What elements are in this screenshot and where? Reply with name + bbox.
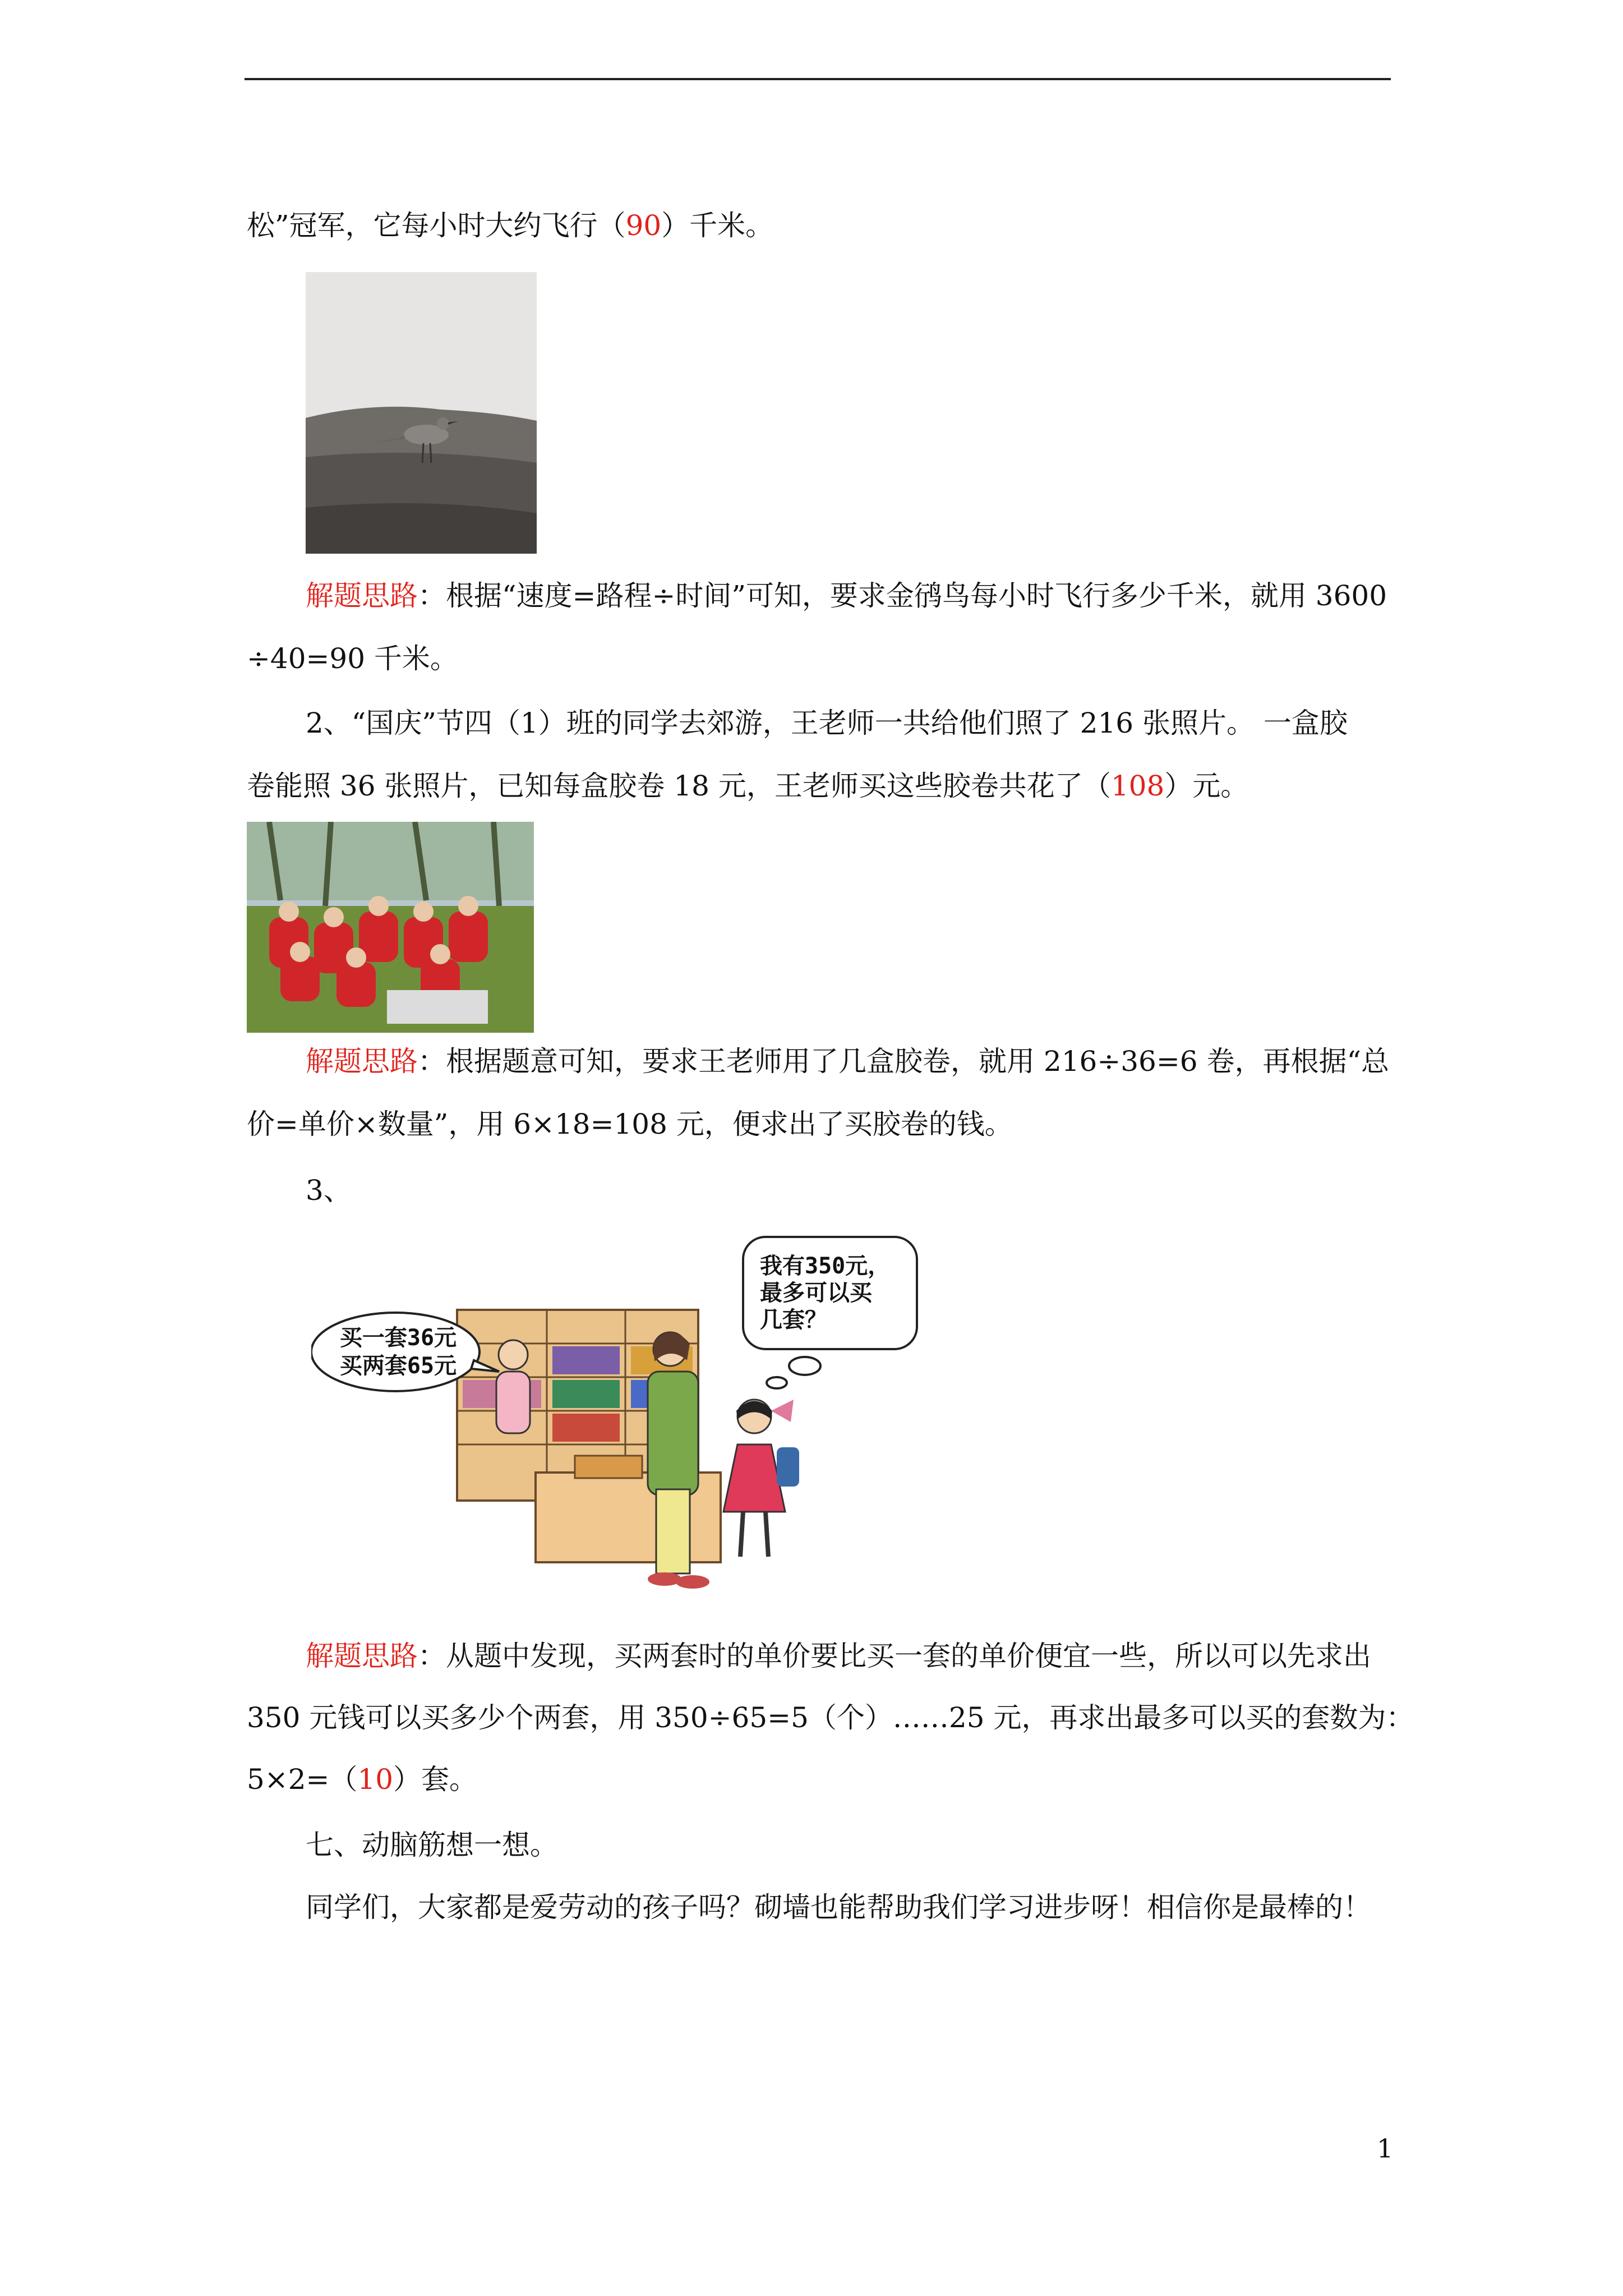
q2-solution-text: ：根据题意可知，要求王老师用了几盒胶卷，就用 216÷36=6 卷，再根据“总 xyxy=(418,1045,1390,1078)
q3-answer: 10 xyxy=(357,1763,394,1796)
price-bubble xyxy=(322,1324,474,1380)
question-line2: 最多可以买 xyxy=(760,1280,872,1306)
question-bubble xyxy=(760,1253,911,1333)
q1-solution-text: ：根据“速度=路程÷时间”可知，要求金鸻鸟每小时飞行多少千米，就用 3600 xyxy=(418,579,1387,612)
q2-solution-line2: 价=单价×数量”，用 6×18=108 元，便求出了买胶卷的钱。 xyxy=(247,1108,1013,1140)
tip-label: 解题思路 xyxy=(306,579,418,612)
plover-photo xyxy=(306,272,537,554)
class-outing-photo xyxy=(247,822,534,1033)
q2-solution-line1 xyxy=(306,1043,1391,1079)
q3-solution-line2: 350 元钱可以买多少个两套，用 350÷65=5（个）……25 元，再求出最多可以买的套数为： xyxy=(247,1701,1414,1734)
q2-text-end: ）元。 xyxy=(1164,770,1249,802)
q3-solution-line3 xyxy=(247,1761,1391,1797)
q2-answer: 108 xyxy=(1110,770,1165,802)
q1-tail xyxy=(247,208,1391,243)
q1-solution-line1 xyxy=(306,578,1391,614)
tip-label: 解题思路 xyxy=(306,1640,418,1672)
q3-text: 5×2=（ xyxy=(247,1763,358,1796)
header-rule xyxy=(245,78,1391,80)
q3-solution-text: ：从题中发现，买两套时的单价要比买一套的单价便宜一些，所以可以先求出 xyxy=(418,1640,1371,1672)
question-line1: 我有350元， xyxy=(760,1253,891,1279)
price-two-sets: 买两套65元 xyxy=(339,1353,457,1379)
q1-text-end: ）千米。 xyxy=(661,209,774,242)
q3-text-end: ）套。 xyxy=(393,1763,478,1796)
question-line3: 几套？ xyxy=(760,1307,827,1333)
q2-text: 卷能照 36 张照片，已知每盒胶卷 18 元，王老师买这些胶卷共花了（ xyxy=(247,770,1111,802)
q2-line2 xyxy=(247,768,1391,804)
bookshop-illustration xyxy=(311,1231,939,1613)
q2-line1: 2、“国庆”节四（1）班的同学去郊游，王老师一共给他们照了 216 张照片。 一盒胶 xyxy=(306,707,1348,739)
q1-answer: 90 xyxy=(625,209,662,242)
tip-label: 解题思路 xyxy=(306,1045,418,1078)
q1-solution-line2: ÷40=90 千米。 xyxy=(247,642,458,675)
q3-solution-line1 xyxy=(306,1638,1391,1674)
price-one-set: 买一套36元 xyxy=(339,1325,457,1351)
q1-text: 松”冠军，它每小时大约飞行（ xyxy=(247,209,626,242)
section7-title: 七、动脑筋想一想。 xyxy=(306,1829,558,1861)
section7-text: 同学们，大家都是爱劳动的孩子吗？砌墙也能帮助我们学习进步呀！相信你是最棒的！ xyxy=(306,1891,1371,1924)
q3-label: 3、 xyxy=(306,1174,352,1207)
page-number: 1 xyxy=(1377,2133,1394,2164)
